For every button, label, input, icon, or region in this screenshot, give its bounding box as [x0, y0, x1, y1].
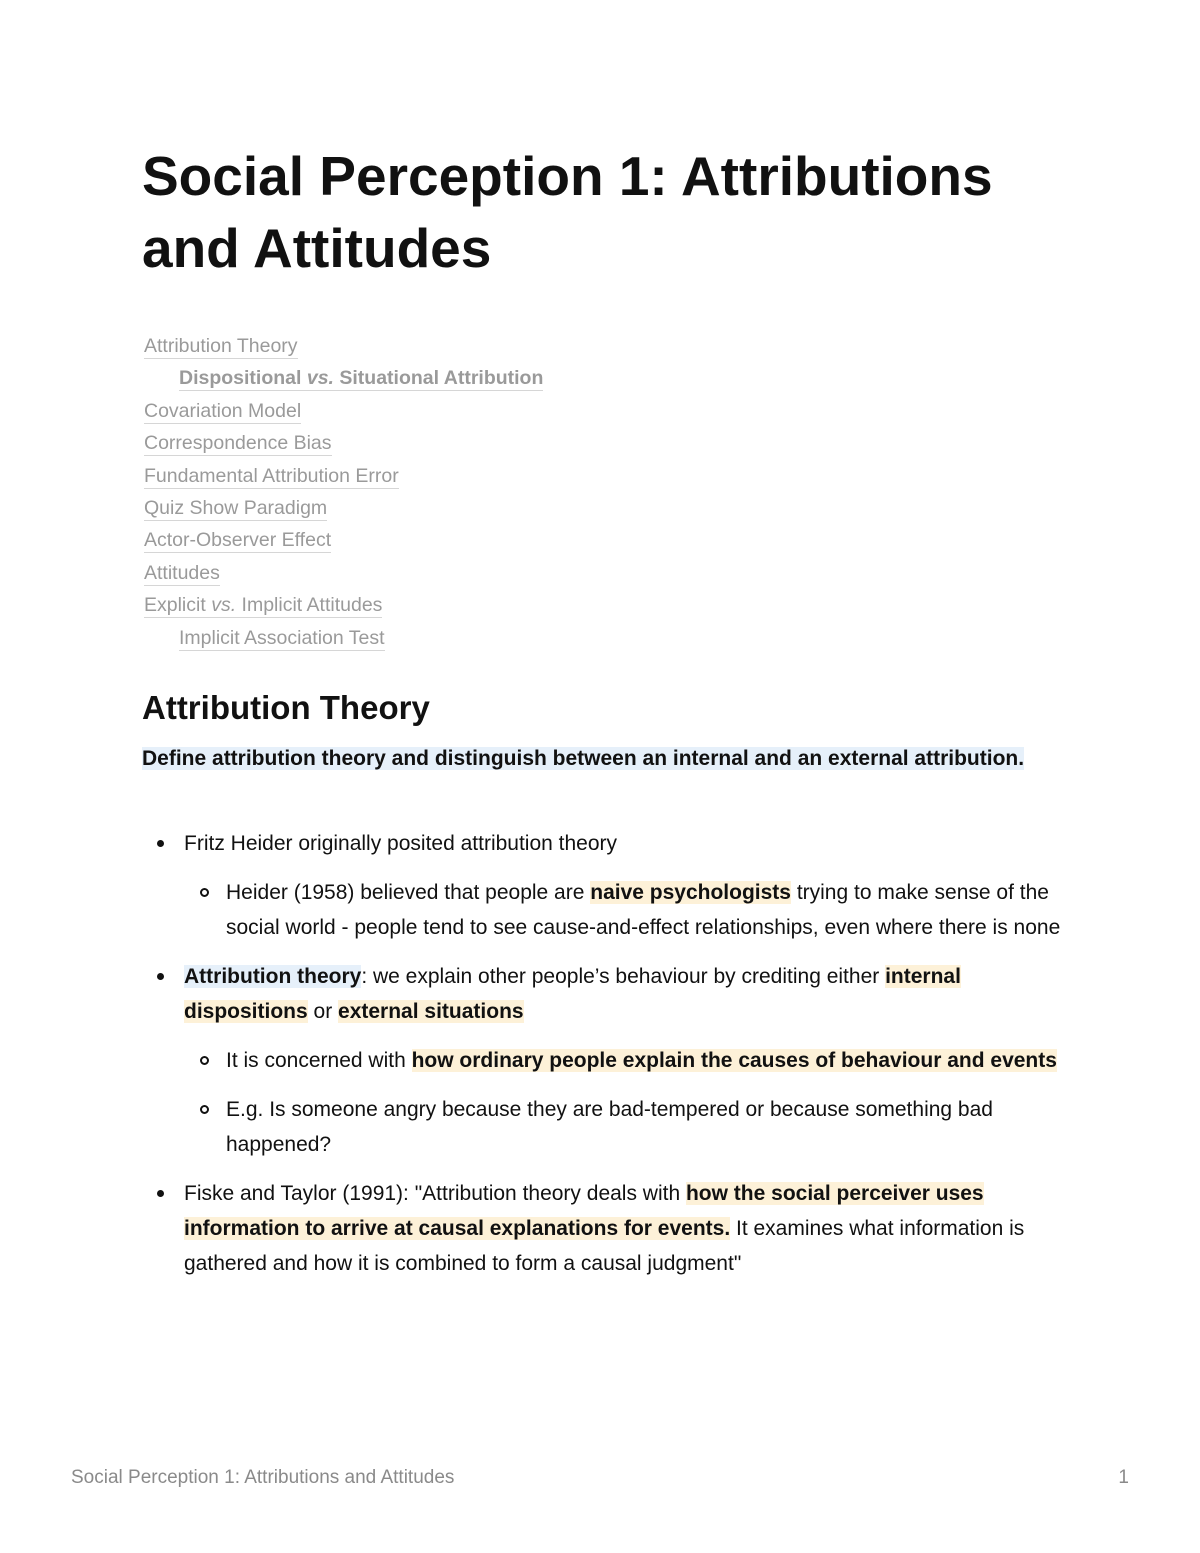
toc-link-quiz-show-paradigm[interactable]: Quiz Show Paradigm [144, 497, 328, 520]
list-item: Heider (1958) believed that people are naive psychologists trying to make sense of the social world - people tend to see cause-and-effect relationships, even where there is none [226, 875, 1064, 945]
footer-title: Social Perception 1: Attributions and Attitudes [71, 1467, 455, 1488]
list-item: E.g. Is someone angry because they are bad-tempered or because something bad happened? [226, 1092, 1064, 1162]
toc-link-correspondence-bias[interactable]: Correspondence Bias [144, 432, 332, 455]
list-item: Attribution theory: we explain other people’s behaviour by crediting either internal dispositions or external situations [184, 959, 1064, 1029]
list-item: It is concerned with how ordinary people explain the causes of behaviour and events [226, 1043, 1064, 1078]
list-item: Fritz Heider originally posited attribution theory [184, 826, 1064, 861]
toc-link-covariation-model[interactable]: Covariation Model [144, 399, 302, 422]
table-of-contents [144, 330, 744, 654]
toc-link-attitudes[interactable]: Attitudes [144, 561, 220, 584]
toc-link-implicit-association-test[interactable]: Implicit Association Test [179, 626, 385, 649]
section-heading: Attribution Theory [142, 689, 430, 726]
toc-link-explicit-vs-implicit[interactable]: Explicit vs. Implicit Attitudes [144, 594, 383, 617]
toc-link-attribution-theory[interactable]: Attribution Theory [144, 335, 298, 357]
list-item: Fiske and Taylor (1991): "Attribution theory deals with how the social perceiver uses information to arrive at causal explanations for events. It examines what information is gathered and how it is combined to form a causal judgment" [184, 1176, 1064, 1281]
study-question: Define attribution theory and distinguish between an internal and an external attribution. [142, 747, 1025, 770]
page-number: 1 [1118, 1467, 1129, 1488]
page-title: Social Perception 1: Attributions and Attitudes [142, 145, 993, 279]
toc-link-dispositional-vs-situational[interactable]: Dispositional vs. Situational Attribution [179, 367, 544, 390]
bullet-list [184, 826, 1064, 1295]
toc-link-actor-observer-effect[interactable]: Actor-Observer Effect [144, 529, 332, 552]
toc-link-fundamental-attribution-error[interactable]: Fundamental Attribution Error [144, 464, 399, 487]
